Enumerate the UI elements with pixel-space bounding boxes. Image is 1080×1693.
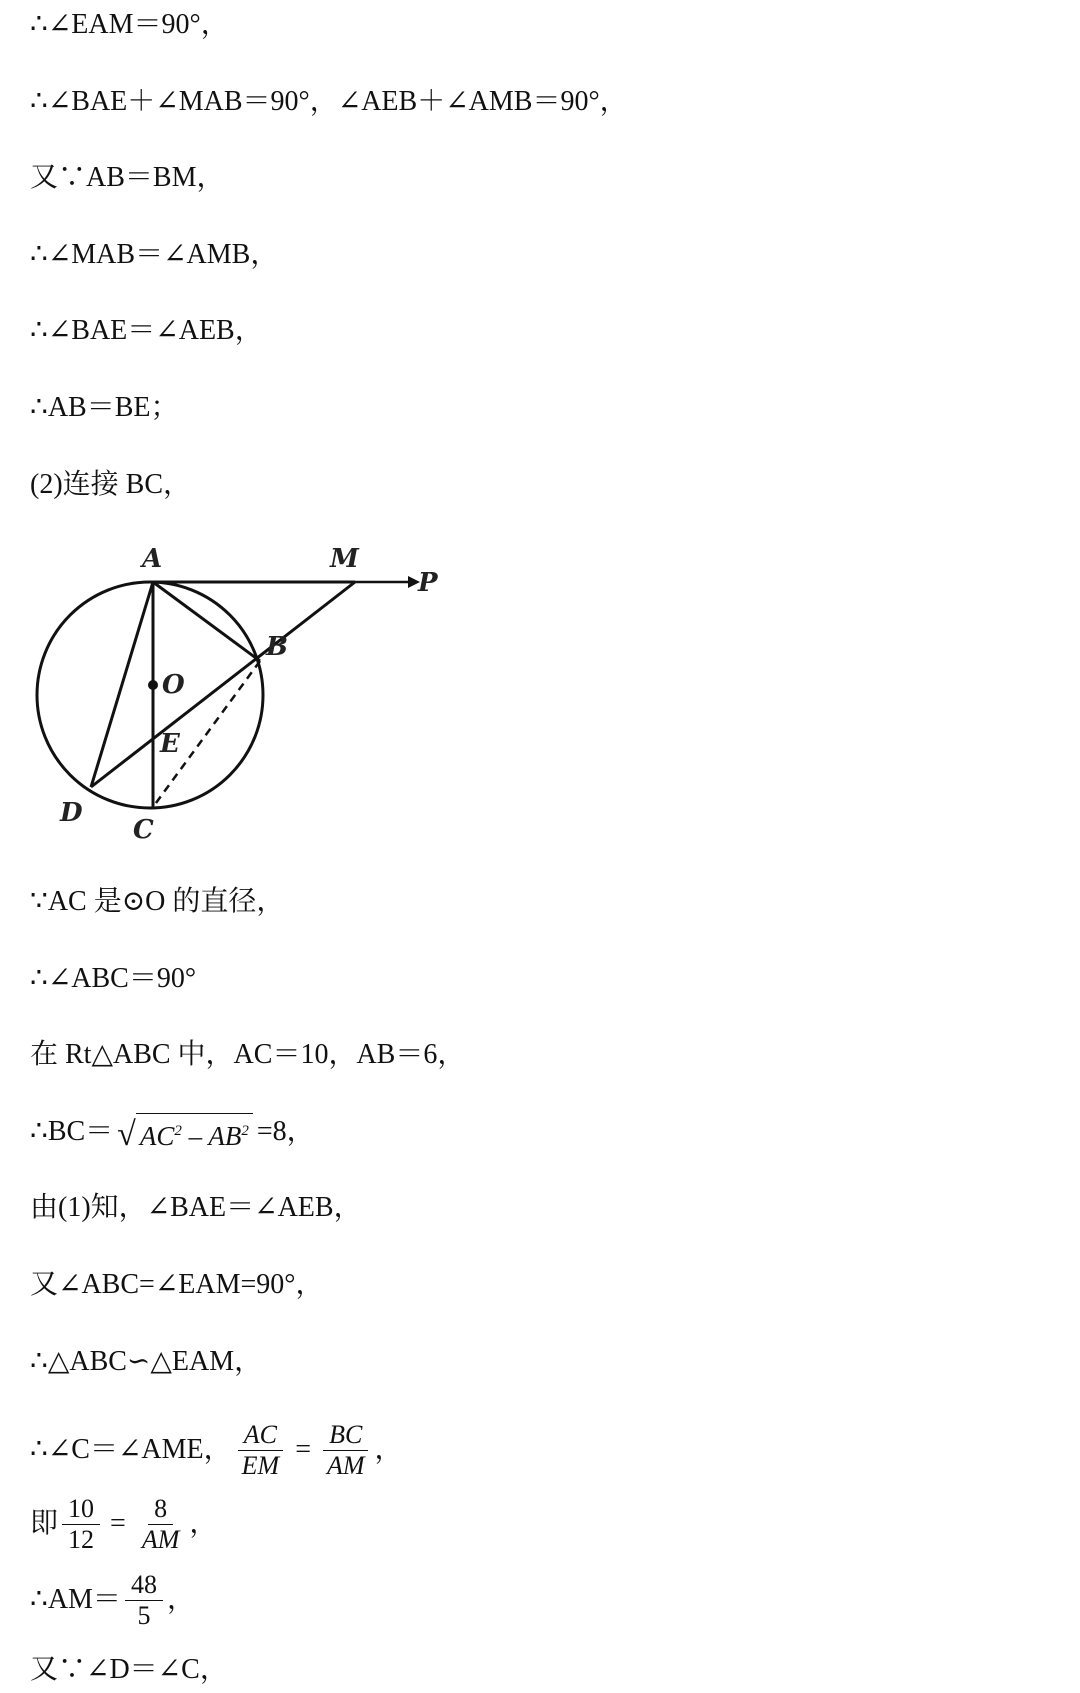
- label-e: E: [160, 729, 180, 759]
- proof-line-11: [30, 1110, 315, 1154]
- label-c: C: [133, 815, 154, 845]
- equals-sign: =: [295, 1434, 311, 1465]
- chord-ab: [153, 582, 260, 661]
- label-o: O: [162, 670, 185, 700]
- line-md: [91, 582, 355, 787]
- geometry-figure: [30, 525, 450, 855]
- fraction-8-am-denominator: AM: [141, 1524, 180, 1554]
- label-b: B: [266, 632, 288, 662]
- proof-line-3: 又∵AB＝BM，: [30, 162, 225, 193]
- line-11-prefix: ∴BC＝: [30, 1116, 114, 1147]
- fraction-ac-em-denominator: EM: [241, 1450, 280, 1480]
- line-16-suffix: ，: [189, 1508, 218, 1539]
- radicand-ab-exp: 2: [241, 1123, 249, 1139]
- fraction-bc-am-denominator: AM: [326, 1450, 365, 1480]
- proof-line-12: 由(1)知，∠BAE＝∠AEB，: [30, 1192, 362, 1223]
- line-15-prefix: ∴∠C＝∠AME，: [30, 1434, 232, 1465]
- line-15-suffix: ，: [374, 1434, 403, 1465]
- label-d: D: [60, 798, 83, 828]
- fraction-48-5: [125, 1570, 163, 1631]
- proof-line-8: ∵AC 是⊙O 的直径，: [30, 886, 285, 917]
- fraction-10-12-numerator: 10: [62, 1494, 100, 1525]
- proof-line-17: [30, 1570, 195, 1630]
- fraction-48-5-denominator: 5: [137, 1600, 151, 1630]
- proof-line-6: ∴AB＝BE；: [30, 392, 179, 423]
- fraction-10-12-denominator: 12: [68, 1524, 95, 1554]
- radicand-ab: AB: [208, 1121, 242, 1151]
- radicand-ac-exp: 2: [174, 1123, 182, 1139]
- proof-line-5: ∴∠BAE＝∠AEB，: [30, 315, 263, 346]
- part-2-heading: (2)连接 BC，: [30, 469, 192, 500]
- proof-line-10: 在 Rt△ABC 中，AC＝10，AB＝6，: [30, 1039, 466, 1070]
- radicand: [136, 1113, 253, 1153]
- proof-line-13: 又∠ABC=∠EAM=90°，: [30, 1269, 324, 1300]
- chord-ad: [91, 582, 153, 787]
- equals-sign-2: =: [110, 1508, 126, 1539]
- line-11-suffix: =8，: [256, 1116, 315, 1147]
- circle-o: [37, 582, 263, 808]
- fraction-ac-em-numerator: AC: [238, 1420, 283, 1451]
- fraction-bc-am: [321, 1420, 371, 1481]
- fraction-10-12: [62, 1494, 100, 1555]
- line-17-prefix: ∴AM＝: [30, 1584, 121, 1615]
- proof-line-2: ∴∠BAE＋∠MAB＝90°，∠AEB＋∠AMB＝90°，: [30, 86, 628, 117]
- label-a: A: [142, 544, 163, 574]
- center-point-o: [148, 680, 158, 690]
- fraction-8-am-numerator: 8: [148, 1494, 173, 1525]
- fraction-48-5-numerator: 48: [125, 1570, 163, 1601]
- radical-sign: √: [117, 1116, 136, 1153]
- sqrt-expression: [117, 1111, 253, 1153]
- proof-line-9: ∴∠ABC＝90°: [30, 963, 197, 994]
- line-17-suffix: ，: [166, 1584, 195, 1615]
- proof-line-18: 又∵∠D＝∠C，: [30, 1654, 228, 1685]
- proof-line-16: [30, 1494, 217, 1554]
- fraction-bc-am-numerator: BC: [323, 1420, 368, 1451]
- proof-line-4: ∴∠MAB＝∠AMB，: [30, 239, 279, 270]
- proof-line-14: ∴△ABC∽△EAM，: [30, 1346, 263, 1377]
- proof-line-1: ∴∠EAM＝90°，: [30, 9, 229, 40]
- proof-line-15: [30, 1420, 403, 1480]
- line-16-prefix: 即: [30, 1508, 59, 1539]
- radicand-ac: AC: [139, 1121, 175, 1151]
- label-p: P: [418, 568, 438, 598]
- radicand-minus: –: [188, 1121, 203, 1151]
- label-m: M: [330, 544, 359, 574]
- fraction-ac-em: [236, 1420, 286, 1481]
- fraction-8-am: [136, 1494, 186, 1555]
